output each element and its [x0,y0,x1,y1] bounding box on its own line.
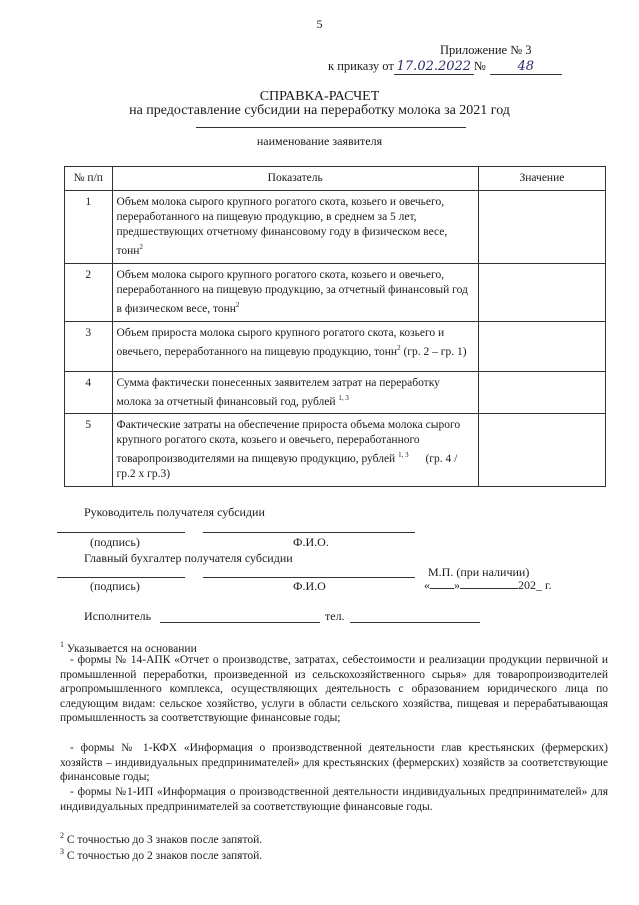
row-indicator-text: Объем молока сырого крупного рогатого скота, козьего и овечьего, переработанного на пищевую продукцию, в среднем за 5 лет, предшествующих отчетному финансовому году в физическом весе, тонн [116,196,448,257]
row-number: 2 [65,263,113,321]
row-value [478,371,605,414]
row-indicator-text: Сумма фактически понесенных заявителем затрат на переработку молока за отчетный финансовый год, рублей [116,376,440,408]
order-prefix: к приказу от [328,59,394,73]
executor-label: Исполнитель [84,609,152,623]
date-open-quote: « [424,578,430,592]
head-signature-label: (подпись) [90,535,140,549]
order-date: 17.02.2022 [394,59,474,75]
row-footnote-ref: 1, 3 [398,451,409,460]
phone-line [350,622,480,623]
footnote-2-text: С точностью до 3 знаков после запятой. [66,833,263,846]
date-close-quote: » [454,578,460,592]
row-footnote-ref: 2 [235,300,240,309]
row-indicator [112,321,478,371]
row-indicator-text: Объем молока сырого крупного рогатого скота, козьего и овечьего, переработанного на пищевую продукцию, за отчетный финансовый год в физическом весе, тонн [116,268,468,315]
row-indicator [112,371,478,414]
head-label: Руководитель получателя субсидии [84,505,265,519]
order-number-label: № [473,59,486,73]
appendix-label: Приложение № 3 [440,43,532,57]
head-fio-label: Ф.И.О. [293,535,329,549]
accountant-fio-label: Ф.И.О [293,579,326,593]
row-formula: (гр. 2 – гр. 1) [403,345,467,358]
applicant-name-label: наименование заявителя [256,134,383,148]
table-header-row [65,167,606,191]
table-row [65,414,606,487]
row-footnote-ref: 2 [397,343,401,352]
row-indicator-text: Фактические затраты на обеспечение прироста объема молока сырого крупного рогатого скота, козьего и овечьего, переработанного товаропроизводителями на пищевую продукцию, рублей [116,419,461,466]
order-reference [328,59,562,75]
row-indicator-text: Объем прироста молока сырого крупного рогатого скота, козьего и овечьего, переработанного на пищевую продукцию, тонн [116,326,445,358]
date-year: 202_ г. [518,578,552,592]
row-footnote-ref: 1, 3 [338,393,349,402]
phone-label: тел. [325,609,345,623]
header-number: № п/п [65,167,113,191]
accountant-fio-line [203,577,415,578]
footnote-1-item: - формы № 14-АПК «Отчет о производстве, затратах, себестоимости и реализации продукции первичной и промышленной переработки, произведенной из сельскохозяйственного сырья» для товаропроизводителей агропромышленного комплекса, осуществляющих деятельность с образованием юридического лица по следующим видам: сельское хозяйство, услуги в области сельского хозяйства, пищевая и перерабатывающая промышленность за соответствующие финансовые годы; [60,654,608,724]
accountant-signature-line [57,577,185,578]
head-signature-line [57,532,185,533]
document-title: СПРАВКА-РАСЧЕТ [259,89,380,104]
table-row [65,371,606,414]
row-value [478,263,605,321]
table-row [65,191,606,264]
head-fio-line [203,532,415,533]
document-subtitle: на предоставление субсидии на переработку молока за 2021 год [129,103,510,118]
row-indicator [112,191,478,264]
date-field [424,578,552,593]
row-value [478,414,605,487]
footnote-3-text: С точностью до 2 знаков после запятой. [66,849,263,862]
footnote-1-item: - формы №1-ИП «Информация о производственной деятельности индивидуальных предпринимателей» для индивидуальных предпринимателей за соответствующие финансовые годы. [60,786,608,813]
row-number: 3 [65,321,113,371]
row-indicator [112,414,478,487]
date-month-line [460,588,518,589]
header-value: Значение [478,167,605,191]
row-formula: (гр. 4 / гр.2 х гр.3) [116,453,458,481]
footnote-1-title-text: Указывается на основании [66,642,197,655]
table-row [65,263,606,321]
footnote-2-marker: 2 [60,831,64,840]
footnote-3-marker: 3 [60,847,64,856]
executor-name-line [160,622,320,623]
row-number: 4 [65,371,113,414]
stamp-label: М.П. (при наличии) [428,565,530,579]
order-number: 48 [490,59,562,75]
table-row [65,321,606,371]
accountant-label: Главный бухгалтер получателя субсидии [84,551,293,565]
date-day-line [430,588,454,589]
calculation-table [64,166,606,487]
row-value [478,191,605,264]
footnote-1-marker: 1 [60,640,64,649]
row-number: 1 [65,191,113,264]
row-indicator [112,263,478,321]
accountant-signature-label: (подпись) [90,579,140,593]
applicant-name-line [196,127,466,128]
page-number: 5 [316,17,323,31]
row-footnote-ref: 2 [139,243,143,251]
footnote-1-item: - формы № 1-КФХ «Информация о производственной деятельности глав крестьянских (фермерских) хозяйств – индивидуальных предпринимателей» для крестьянских (фермерских) хозяйств за соответствующие финансовые годы; [60,742,608,783]
row-value [478,321,605,371]
row-number: 5 [65,414,113,487]
header-indicator: Показатель [112,167,478,191]
footnote-3 [60,845,608,863]
